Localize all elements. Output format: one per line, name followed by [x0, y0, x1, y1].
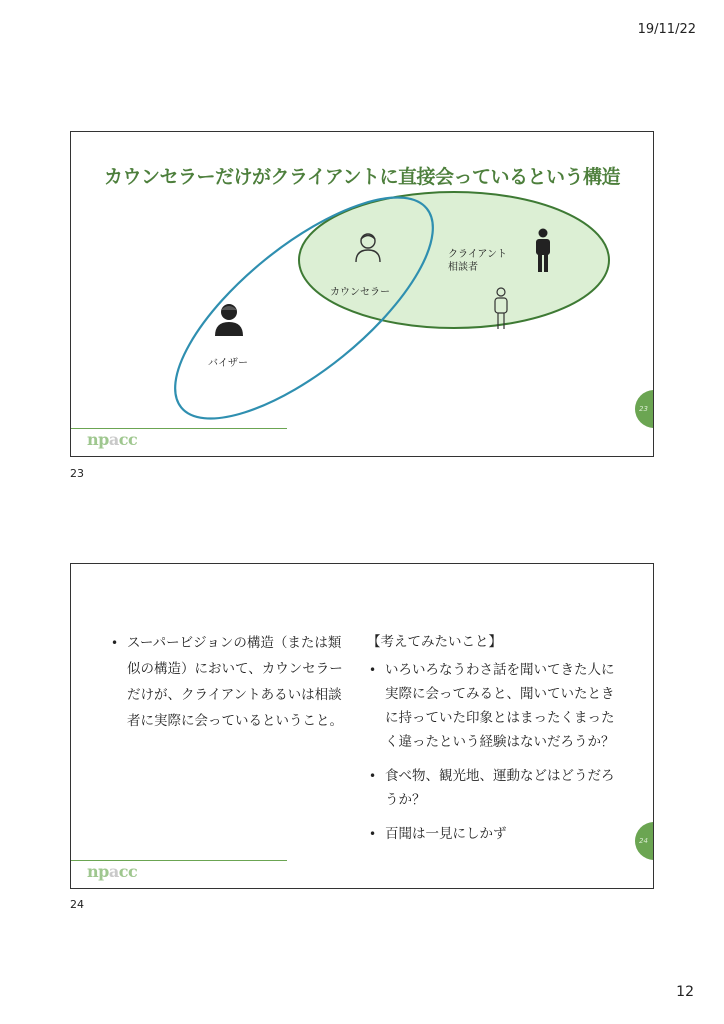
slide-title: カウンセラーだけがクライアントに直接会っているという構造 — [103, 166, 621, 188]
left-bullet: • スーパービジョンの構造（または類似の構造）において、カウンセラーだけが、クライアントあるいは相談者に実際に会っているということ。 — [109, 630, 345, 734]
supervisor-person-icon — [213, 302, 245, 336]
left-column — [109, 630, 345, 734]
label-supervisor: バイザー — [208, 358, 248, 369]
label-client: クライアント — [448, 249, 507, 260]
slide-23 — [70, 131, 654, 457]
right-bullet-2: • 食べ物、観光地、運動などはどうだろうか？ — [367, 764, 617, 812]
client-person-icon — [533, 228, 553, 274]
right-column — [367, 630, 617, 846]
npacc-logo: npacc — [87, 430, 138, 449]
slide-24 — [70, 563, 654, 889]
counselor-person-icon — [353, 230, 383, 264]
right-bullet-3: • 百聞は一見にしかず — [367, 822, 617, 846]
label-consultant: 相談者 — [448, 262, 478, 273]
slide-number-badge: 23 — [635, 390, 654, 428]
consultant-person-icon — [491, 287, 511, 331]
label-counselor: カウンセラー — [330, 287, 390, 298]
npacc-logo: npacc — [87, 862, 138, 881]
footer-line — [71, 428, 287, 429]
footer-line — [71, 860, 287, 861]
slide-caption-24: 24 — [70, 898, 84, 911]
right-bullet-1: • いろいろなうわさ話を聞いてきた人に実際に会ってみると、聞いていたときに持っていた印象とはまったくまったく違ったという経験はないだろうか？ — [367, 658, 617, 754]
page-number: 12 — [676, 984, 694, 1000]
print-date: 19/11/22 — [637, 22, 696, 37]
slide-caption-23: 23 — [70, 467, 84, 480]
right-heading: 【考えてみたいこと】 — [367, 634, 502, 650]
slide-number-badge: 24 — [635, 822, 654, 860]
